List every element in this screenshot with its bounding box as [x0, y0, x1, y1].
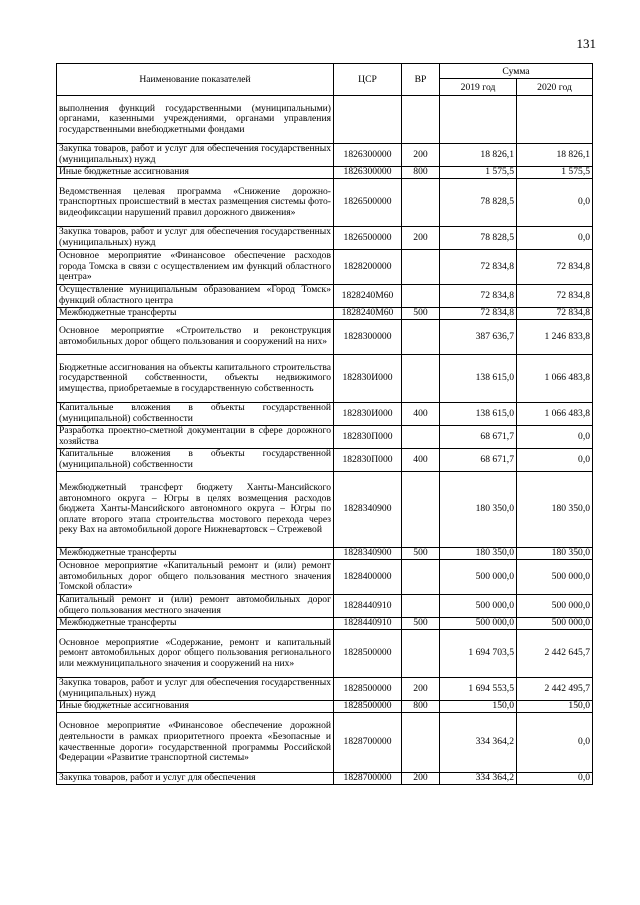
cell-2019: 1 575,5 — [440, 167, 517, 179]
cell-name: выполнения функций государственными (муниципальными) органами, казенными учреждениями, органами управления государственными внебюджетными фондами — [57, 96, 334, 144]
table-row — [57, 449, 593, 472]
cell-name: Бюджетные ассигнования на объекты капитального строительства государственной собственности, объекты недвижимого имущества, приобретаемые в государственную собственность — [57, 355, 334, 403]
table-row — [57, 227, 593, 250]
cell-csr: 1828340900 — [334, 548, 402, 560]
table-row — [57, 167, 593, 179]
cell-vr — [402, 285, 440, 308]
table-row — [57, 678, 593, 701]
cell-name: Иные бюджетные ассигнования — [57, 167, 334, 179]
cell-csr: 1828340900 — [334, 472, 402, 548]
cell-2020: 500 000,0 — [517, 618, 593, 630]
table-row — [57, 96, 593, 144]
cell-2019: 334 364,2 — [440, 773, 517, 785]
cell-2020: 0,0 — [517, 426, 593, 449]
cell-2020: 150,0 — [517, 701, 593, 713]
table-row — [57, 426, 593, 449]
cell-vr — [402, 320, 440, 355]
cell-2019: 500 000,0 — [440, 595, 517, 618]
cell-csr: 1828500000 — [334, 630, 402, 678]
cell-name: Ведомственная целевая программа «Снижение дорожно-транспортных происшествий в местах размещения системы фото-видеофиксации нарушений правил дорожного движения» — [57, 179, 334, 227]
cell-csr: 182830П000 — [334, 449, 402, 472]
cell-2020: 72 834,8 — [517, 285, 593, 308]
table-row — [57, 285, 593, 308]
cell-2020: 72 834,8 — [517, 250, 593, 285]
cell-csr: 1828240М60 — [334, 285, 402, 308]
page-number: 131 — [576, 36, 596, 51]
cell-vr — [402, 713, 440, 773]
cell-name: Межбюджетные трансферты — [57, 618, 334, 630]
cell-2020 — [517, 96, 593, 144]
cell-2019: 78 828,5 — [440, 227, 517, 250]
cell-vr — [402, 595, 440, 618]
cell-name: Закупка товаров, работ и услуг для обеспечения государственных (муниципальных) нужд — [57, 227, 334, 250]
cell-csr: 182830И000 — [334, 403, 402, 426]
cell-csr — [334, 96, 402, 144]
cell-2019: 1 694 703,5 — [440, 630, 517, 678]
table-row — [57, 548, 593, 560]
cell-name: Капитальные вложения в объекты государственной (муниципальной) собственности — [57, 449, 334, 472]
cell-vr: 200 — [402, 678, 440, 701]
cell-name: Межбюджетные трансферты — [57, 548, 334, 560]
cell-2020: 1 066 483,8 — [517, 355, 593, 403]
cell-vr: 500 — [402, 548, 440, 560]
cell-name: Основное мероприятие «Содержание, ремонт и капитальный ремонт автомобильных дорог общего пользования регионального или межмуниципального значения и сооружений на них» — [57, 630, 334, 678]
table-body — [57, 96, 593, 785]
cell-name: Осуществление муниципальным образованием «Город Томск» функций областного центра — [57, 285, 334, 308]
table-row — [57, 355, 593, 403]
cell-2020: 2 442 495,7 — [517, 678, 593, 701]
table-row — [57, 144, 593, 167]
cell-vr — [402, 472, 440, 548]
table-row — [57, 595, 593, 618]
table-row — [57, 250, 593, 285]
cell-2019: 180 350,0 — [440, 472, 517, 548]
cell-csr: 1828400000 — [334, 560, 402, 595]
header-2020: 2020 год — [517, 79, 593, 96]
cell-name: Разработка проектно-сметной документации в сфере дорожного хозяйства — [57, 426, 334, 449]
cell-vr: 200 — [402, 144, 440, 167]
cell-vr: 800 — [402, 167, 440, 179]
cell-name: Закупка товаров, работ и услуг для обеспечения государственных (муниципальных) нужд — [57, 144, 334, 167]
cell-2020: 1 246 833,8 — [517, 320, 593, 355]
cell-2019: 72 834,8 — [440, 250, 517, 285]
cell-2020: 0,0 — [517, 227, 593, 250]
table-row — [57, 701, 593, 713]
cell-2019: 180 350,0 — [440, 548, 517, 560]
cell-csr: 1828440910 — [334, 595, 402, 618]
cell-vr: 200 — [402, 773, 440, 785]
cell-csr: 1828700000 — [334, 773, 402, 785]
cell-name: Закупка товаров, работ и услуг для обеспечения государственных (муниципальных) нужд — [57, 678, 334, 701]
cell-csr: 1826500000 — [334, 179, 402, 227]
cell-2019: 68 671,7 — [440, 449, 517, 472]
cell-vr — [402, 426, 440, 449]
cell-2019: 387 636,7 — [440, 320, 517, 355]
table-row — [57, 403, 593, 426]
table-row — [57, 630, 593, 678]
cell-vr — [402, 96, 440, 144]
cell-vr — [402, 250, 440, 285]
table-row — [57, 618, 593, 630]
cell-vr: 400 — [402, 449, 440, 472]
header-sum: Сумма — [440, 64, 593, 79]
table-row — [57, 713, 593, 773]
cell-2020: 72 834,8 — [517, 308, 593, 320]
cell-csr: 1826300000 — [334, 144, 402, 167]
table-header — [57, 64, 593, 96]
cell-2020: 0,0 — [517, 773, 593, 785]
cell-name: Иные бюджетные ассигнования — [57, 701, 334, 713]
cell-csr: 1826500000 — [334, 227, 402, 250]
cell-2019: 334 364,2 — [440, 713, 517, 773]
cell-csr: 1826300000 — [334, 167, 402, 179]
cell-2020: 18 826,1 — [517, 144, 593, 167]
cell-name: Основное мероприятие «Финансовое обеспечение расходов города Томска в связи с осуществлением им функций областного центра» — [57, 250, 334, 285]
cell-vr: 800 — [402, 701, 440, 713]
cell-2019: 1 694 553,5 — [440, 678, 517, 701]
cell-2020: 180 350,0 — [517, 548, 593, 560]
cell-2019: 68 671,7 — [440, 426, 517, 449]
cell-name: Межбюджетный трансферт бюджету Ханты-Мансийского автономного округа – Югры в целях возмещения расходов бюджета Ханты-Мансийского автономного округа – Югры по оплате второго этапа строительства мостового перехода через реку Вах на автомобильной дороге Нижневартовск – Стрежевой — [57, 472, 334, 548]
cell-2020: 2 442 645,7 — [517, 630, 593, 678]
cell-2020: 180 350,0 — [517, 472, 593, 548]
cell-2019: 500 000,0 — [440, 560, 517, 595]
table-row — [57, 179, 593, 227]
cell-2020: 1 575,5 — [517, 167, 593, 179]
cell-csr: 1828500000 — [334, 678, 402, 701]
cell-name: Межбюджетные трансферты — [57, 308, 334, 320]
cell-vr: 200 — [402, 227, 440, 250]
cell-vr — [402, 560, 440, 595]
cell-2019: 78 828,5 — [440, 179, 517, 227]
cell-2020: 500 000,0 — [517, 595, 593, 618]
table-row — [57, 560, 593, 595]
cell-csr: 1828700000 — [334, 713, 402, 773]
header-name: Наименование показателей — [57, 64, 334, 96]
cell-2019: 138 615,0 — [440, 355, 517, 403]
cell-2020: 1 066 483,8 — [517, 403, 593, 426]
cell-name: Капитальный ремонт и (или) ремонт автомобильных дорог общего пользования местного значения — [57, 595, 334, 618]
cell-name: Закупка товаров, работ и услуг для обеспечения — [57, 773, 334, 785]
cell-csr: 1828240М60 — [334, 308, 402, 320]
cell-csr: 1828200000 — [334, 250, 402, 285]
cell-csr: 1828500000 — [334, 701, 402, 713]
cell-vr: 400 — [402, 403, 440, 426]
cell-2019: 500 000,0 — [440, 618, 517, 630]
cell-2019: 150,0 — [440, 701, 517, 713]
cell-vr: 500 — [402, 618, 440, 630]
header-2019: 2019 год — [440, 79, 517, 96]
table-row — [57, 308, 593, 320]
cell-name: Основное мероприятие «Строительство и реконструкция автомобильных дорог общего пользования и сооружений на них» — [57, 320, 334, 355]
header-csr: ЦСР — [334, 64, 402, 96]
cell-csr: 182830П000 — [334, 426, 402, 449]
cell-csr: 182830И000 — [334, 355, 402, 403]
cell-2020: 0,0 — [517, 449, 593, 472]
header-vr: ВР — [402, 64, 440, 96]
cell-name: Основное мероприятие «Капитальный ремонт и (или) ремонт автомобильных дорог общего пользования местного значения Томской области» — [57, 560, 334, 595]
cell-vr — [402, 630, 440, 678]
cell-csr: 1828300000 — [334, 320, 402, 355]
cell-csr: 1828440910 — [334, 618, 402, 630]
cell-2020: 0,0 — [517, 179, 593, 227]
cell-2019: 18 826,1 — [440, 144, 517, 167]
cell-2019 — [440, 96, 517, 144]
cell-2019: 72 834,8 — [440, 308, 517, 320]
cell-2020: 500 000,0 — [517, 560, 593, 595]
budget-table — [56, 63, 593, 785]
cell-2019: 72 834,8 — [440, 285, 517, 308]
cell-2020: 0,0 — [517, 713, 593, 773]
cell-2019: 138 615,0 — [440, 403, 517, 426]
cell-vr — [402, 179, 440, 227]
cell-name: Капитальные вложения в объекты государственной (муниципальной) собственности — [57, 403, 334, 426]
table-row — [57, 773, 593, 785]
cell-vr — [402, 355, 440, 403]
cell-name: Основное мероприятие «Финансовое обеспечение дорожной деятельности в рамках приоритетного проекта «Безопасные и качественные дороги» государственной программы Российской Федерации «Развитие транспортной системы» — [57, 713, 334, 773]
table-row — [57, 472, 593, 548]
cell-vr: 500 — [402, 308, 440, 320]
table-row — [57, 320, 593, 355]
